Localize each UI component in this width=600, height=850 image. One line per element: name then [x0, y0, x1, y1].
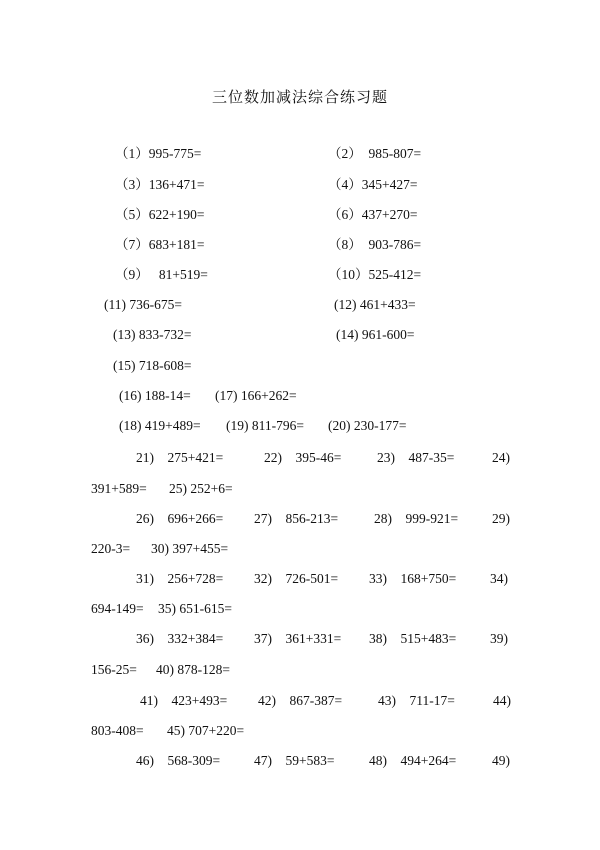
problem-28: 28) 999-921= — [374, 511, 459, 526]
problem-20: (20) 230-177= — [328, 418, 407, 433]
problem-22: 22) 395-46= — [264, 450, 342, 465]
problem-11: (11) 736-675= — [104, 297, 182, 312]
problem-1: （1）995-775= — [115, 146, 202, 161]
problem-8: （8） 903-786= — [328, 237, 422, 252]
problem-48: 48) 494+264= — [369, 753, 457, 768]
problem-41: 41) 423+493= — [140, 693, 228, 708]
problem-15: (15) 718-608= — [113, 358, 192, 373]
problem-31: 31) 256+728= — [136, 571, 224, 586]
problem-26: 26) 696+266= — [136, 511, 224, 526]
problem-35: 35) 651-615= — [158, 601, 232, 616]
problem-27: 27) 856-213= — [254, 511, 339, 526]
problem-39-number: 39) — [490, 631, 508, 646]
problem-34-expression: 694-149= — [91, 601, 144, 616]
problem-40: 40) 878-128= — [156, 662, 230, 677]
problem-19: (19) 811-796= — [226, 418, 304, 433]
problem-25: 25) 252+6= — [169, 481, 233, 496]
problem-29-number: 29) — [492, 511, 510, 526]
problem-9: （9） 81+519= — [115, 267, 208, 282]
problem-10: （10）525-412= — [328, 267, 422, 282]
page-title: 三位数加减法综合练习题 — [211, 90, 388, 106]
problem-46: 46) 568-309= — [136, 753, 221, 768]
problem-43: 43) 711-17= — [378, 693, 455, 708]
problem-38: 38) 515+483= — [369, 631, 457, 646]
problem-47: 47) 59+583= — [254, 753, 335, 768]
problem-2: （2） 985-807= — [328, 146, 422, 161]
problem-18: (18) 419+489= — [119, 418, 201, 433]
problem-37: 37) 361+331= — [254, 631, 342, 646]
problem-24-expression: 391+589= — [91, 481, 147, 496]
problem-24-number: 24) — [492, 450, 510, 465]
problem-14: (14) 961-600= — [336, 327, 415, 342]
problem-17: (17) 166+262= — [215, 388, 297, 403]
problem-7: （7）683+181= — [115, 237, 205, 252]
problem-5: （5）622+190= — [115, 207, 205, 222]
problem-16: (16) 188-14= — [119, 388, 191, 403]
problem-42: 42) 867-387= — [258, 693, 343, 708]
problem-6: （6）437+270= — [328, 207, 418, 222]
problem-32: 32) 726-501= — [254, 571, 339, 586]
problem-4: （4）345+427= — [328, 177, 418, 192]
problem-23: 23) 487-35= — [377, 450, 455, 465]
problem-39-expression: 156-25= — [91, 662, 137, 677]
problem-36: 36) 332+384= — [136, 631, 224, 646]
problem-45: 45) 707+220= — [167, 723, 245, 738]
problem-21: 21) 275+421= — [136, 450, 224, 465]
problem-44-number: 44) — [493, 693, 511, 708]
problem-33: 33) 168+750= — [369, 571, 457, 586]
problem-49-number: 49) — [492, 753, 510, 768]
problem-3: （3）136+471= — [115, 177, 205, 192]
problem-30: 30) 397+455= — [151, 541, 229, 556]
problem-12: (12) 461+433= — [334, 297, 416, 312]
problem-44-expression: 803-408= — [91, 723, 144, 738]
problem-29-expression: 220-3= — [91, 541, 131, 556]
problem-13: (13) 833-732= — [113, 327, 192, 342]
problem-34-number: 34) — [490, 571, 508, 586]
